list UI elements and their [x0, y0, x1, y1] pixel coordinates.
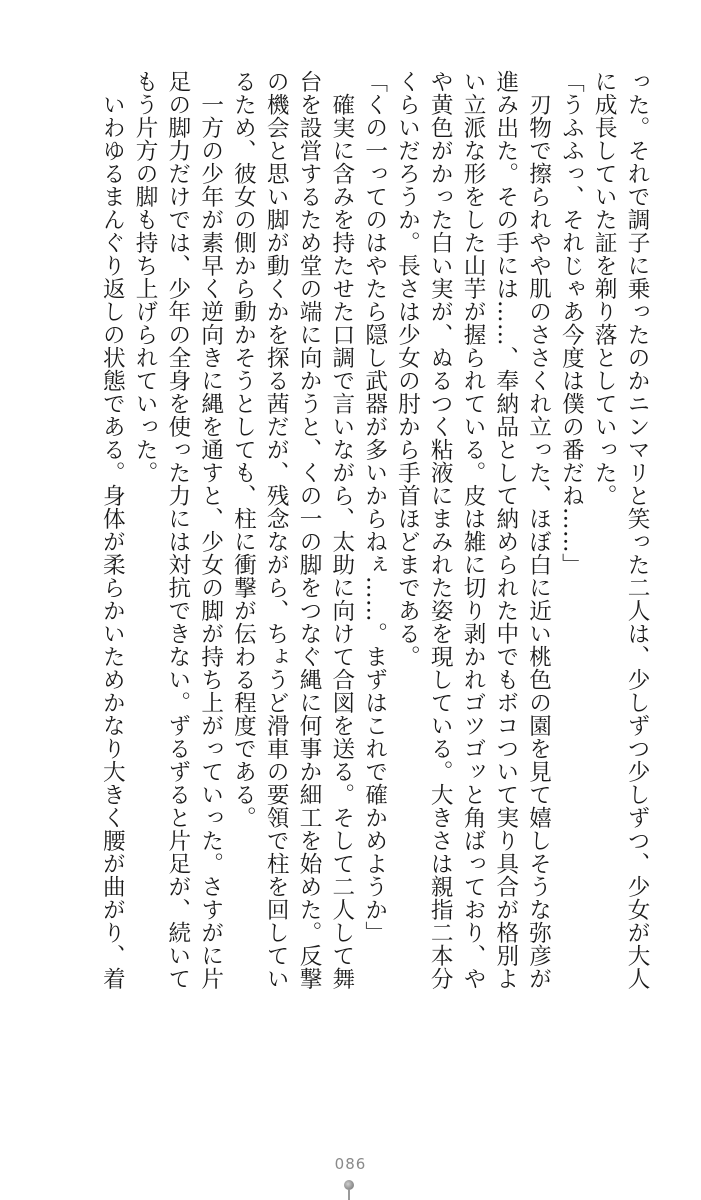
text-line: い立派な形をした山芋が握られている。皮は雑に切り剥かれゴツゴッと角ばっており、や [460, 70, 487, 990]
page-ornament-stem [348, 1189, 350, 1200]
text-line: った。それで調子に乗ったのかニンマリと笑った二人は、少しずつ少しずつ、少女が大人 [624, 70, 650, 990]
text-line: 進み出た。その手には……、奉納品として納められた中でもボコついて実り具合が格別よ [492, 70, 519, 990]
text-line: 「くの一ってのはやたら隠し武器が多いからねぇ……。まずはこれで確かめようか」 [361, 70, 388, 944]
text-line: くらいだろうか。長さは少女の肘から手首ほどまである。 [394, 70, 421, 668]
text-line: もう片方の脚も持ち上げられていった。 [132, 70, 159, 484]
vertical-text-body [28, 70, 653, 1010]
text-line: 「うふふっ、それじゃあ今度は僕の番だね……」 [558, 70, 585, 576]
text-line: に成長していた証を剃り落としていった。 [591, 70, 618, 507]
page-number: 086 [334, 1155, 367, 1173]
text-line: や黄色がかった白い実が、ぬるつく粘液にまみれた姿を現している。大きさは親指二本分 [427, 70, 454, 990]
text-line: 刃物で擦られやや肌のささくれ立った、ほぼ白に近い桃色の園を見て嬉しそうな弥彦が [525, 70, 552, 990]
text-line: の機会と思い脚が動くかを探る茜だが、残念ながら、ちょうど滑車の要領で柱を回してい [263, 70, 290, 990]
text-line: 台を設営するため堂の端に向かうと、くの一の脚をつなぐ縄に何事か細工を始めた。反撃 [296, 70, 323, 990]
text-line: るため、彼女の側から動かそうとしても、柱に衝撃が伝わる程度である。 [230, 70, 257, 829]
text-line: 足の脚力だけでは、少年の全身を使った力には対抗できない。ずるずると片足が、続いて [164, 70, 191, 990]
text-line: 確実に含みを持たせた口調で言いながら、太助に向けて合図を送る。そして二人して舞 [328, 70, 355, 990]
text-line: 一方の少年が素早く逆向きに縄を通すと、少女の脚が持ち上がっていった。さすがに片 [197, 70, 224, 990]
text-line: いわゆるまんぐり返しの状態である。身体が柔らかいためかなり大きく腰が曲がり、着 [99, 70, 126, 990]
